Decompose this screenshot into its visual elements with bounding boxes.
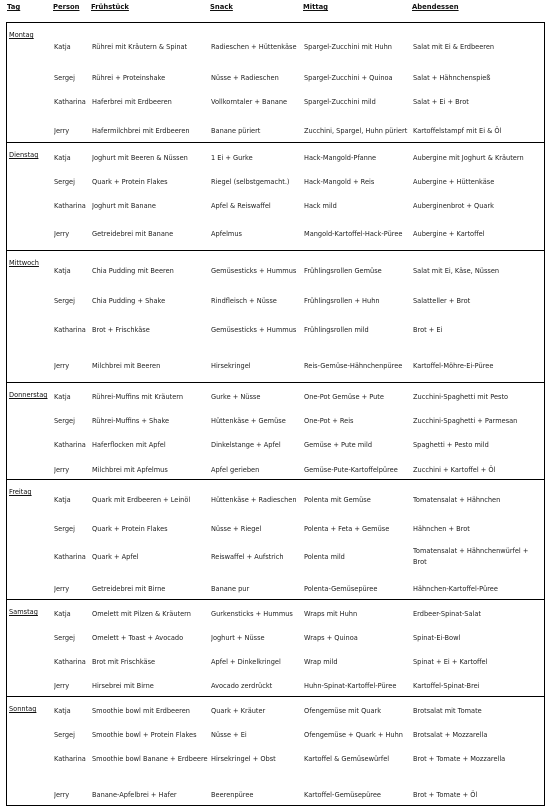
day-label: Donnerstag (9, 391, 48, 399)
breakfast-cell: Joghurt mit Beeren & Nüssen (92, 153, 188, 162)
dinner-cell: Zucchini + Kartoffel + Öl (413, 465, 496, 474)
snack-cell: Hüttenkäse + Gemüse (211, 416, 286, 425)
day-section-3 (6, 382, 545, 480)
lunch-cell: Polenta-Gemüsepüree (304, 584, 378, 593)
snack-cell: Nüsse + Riegel (211, 524, 262, 533)
breakfast-cell: Milchbrei mit Beeren (92, 361, 161, 370)
table-header (0, 0, 547, 22)
lunch-cell: Kartoffel & Gemüsewürfel (304, 754, 390, 763)
lunch-cell: Reis-Gemüse-Hähnchenpüree (304, 361, 403, 370)
snack-cell: Hüttenkäse + Radieschen (211, 495, 297, 504)
dinner-cell: Tomatensalat + Hähnchen (413, 495, 501, 504)
table-row (7, 518, 544, 540)
snack-cell: 1 Ei + Gurke (211, 153, 253, 162)
person-cell: Katharina (54, 657, 86, 666)
snack-cell: Apfel gerieben (211, 465, 260, 474)
lunch-cell: Frühlingsrollen Gemüse (304, 266, 382, 275)
dinner-cell: Kartoffel-Möhre-Ei-Püree (413, 361, 494, 370)
person-cell: Sergej (54, 416, 75, 425)
day-label: Sonntag (9, 705, 37, 713)
snack-cell: Dinkelstange + Apfel (211, 440, 281, 449)
breakfast-cell: Brot + Frischkäse (92, 325, 150, 334)
table-row (7, 147, 544, 169)
dinner-cell: Zucchini-Spaghetti + Parmesan (413, 416, 518, 425)
snack-cell: Quark + Kräuter (211, 706, 266, 715)
snack-cell: Apfelmus (211, 229, 242, 238)
person-cell: Katharina (54, 97, 86, 106)
person-cell: Jerry (54, 584, 70, 593)
lunch-cell: Ofengemüse mit Quark (304, 706, 382, 715)
dinner-cell: Spaghetti + Pesto mild (413, 440, 489, 449)
person-cell: Jerry (54, 229, 70, 238)
breakfast-cell: Smoothie bowl Banane + Erdbeere (92, 754, 208, 763)
lunch-cell: Kartoffel-Gemüsepüree (304, 790, 381, 799)
dinner-cell: Brot + Tomate + Mozzarella (413, 754, 506, 763)
day-section-1 (6, 142, 545, 251)
dinner-cell: Salatteller + Brot (413, 296, 471, 305)
breakfast-cell: Omelett mit Pilzen & Kräutern (92, 609, 191, 618)
header-breakfast: Frühstück (91, 3, 129, 11)
lunch-cell: Polenta + Feta + Gemüse (304, 524, 390, 533)
day-section-6 (6, 696, 545, 806)
dinner-cell: Auberginenbrot + Quark (413, 201, 494, 210)
breakfast-cell: Chia Pudding mit Beeren (92, 266, 174, 275)
lunch-cell: Gemüse + Pute mild (304, 440, 373, 449)
breakfast-cell: Omelett + Toast + Avocado (92, 633, 184, 642)
table-row (7, 319, 544, 341)
header-lunch: Mittag (303, 3, 329, 11)
person-cell: Jerry (54, 361, 70, 370)
lunch-cell: One-Pot Gemüse + Pute (304, 392, 384, 401)
breakfast-cell: Chia Pudding + Shake (92, 296, 166, 305)
person-cell: Katja (54, 266, 71, 275)
person-cell: Sergej (54, 633, 75, 642)
lunch-cell: Mangold-Kartoffel-Hack-Püree (304, 229, 403, 238)
person-cell: Jerry (54, 681, 70, 690)
table-row (7, 459, 544, 481)
table-row (7, 578, 544, 600)
dinner-cell: Brot + Tomate + Öl (413, 790, 478, 799)
lunch-cell: Wraps mit Huhn (304, 609, 358, 618)
table-row (7, 290, 544, 312)
table-row (7, 386, 544, 408)
breakfast-cell: Quark + Protein Flakes (92, 177, 168, 186)
snack-cell: Banane pur (211, 584, 250, 593)
person-cell: Jerry (54, 126, 70, 135)
snack-cell: Avocado zerdrückt (211, 681, 273, 690)
day-section-0 (6, 22, 545, 143)
lunch-cell: Gemüse-Pute-Kartoffelpüree (304, 465, 398, 474)
dinner-cell: Spinat + Ei + Kartoffel (413, 657, 488, 666)
dinner-cell: Brot + Ei (413, 325, 443, 334)
breakfast-cell: Rührei-Muffins mit Kräutern (92, 392, 184, 401)
snack-cell: Gemüsesticks + Hummus (211, 325, 297, 334)
table-row (7, 67, 544, 89)
breakfast-cell: Smoothie bowl + Protein Flakes (92, 730, 197, 739)
lunch-cell: Hack-Mangold + Reis (304, 177, 375, 186)
person-cell: Sergej (54, 177, 75, 186)
table-row (7, 120, 544, 142)
table-row (7, 627, 544, 649)
table-row (7, 651, 544, 673)
snack-cell: Vollkorntaler + Banane (211, 97, 288, 106)
lunch-cell: Spargel-Zucchini mild (304, 97, 376, 106)
person-cell: Sergej (54, 73, 75, 82)
lunch-cell: Zucchini, Spargel, Huhn püriert (304, 126, 408, 135)
person-cell: Sergej (54, 730, 75, 739)
dinner-cell: Brotsalat mit Tomate (413, 706, 482, 715)
person-cell: Katharina (54, 440, 86, 449)
lunch-cell: Wraps + Quinoa (304, 633, 358, 642)
snack-cell: Riegel (selbstgemacht.) (211, 177, 290, 186)
table-row (7, 434, 544, 456)
lunch-cell: Hack mild (304, 201, 337, 210)
person-cell: Sergej (54, 524, 75, 533)
table-row (7, 195, 544, 217)
snack-cell: Gurkensticks + Hummus (211, 609, 293, 618)
breakfast-cell: Quark + Apfel (92, 552, 139, 561)
person-cell: Jerry (54, 790, 70, 799)
dinner-cell: Salat mit Ei & Erdbeeren (413, 42, 495, 51)
breakfast-cell: Haferbrei mit Erdbeeren (92, 97, 172, 106)
person-cell: Katja (54, 42, 71, 51)
person-cell: Katja (54, 392, 71, 401)
snack-cell: Nüsse + Radieschen (211, 73, 279, 82)
day-section-2 (6, 250, 545, 383)
person-cell: Katharina (54, 201, 86, 210)
lunch-cell: Wrap mild (304, 657, 338, 666)
snack-cell: Banane püriert (211, 126, 261, 135)
person-cell: Katja (54, 153, 71, 162)
dinner-cell: Brotsalat + Mozzarella (413, 730, 488, 739)
breakfast-cell: Brot mit Frischkäse (92, 657, 156, 666)
breakfast-cell: Haferflocken mit Apfel (92, 440, 166, 449)
breakfast-cell: Quark mit Erdbeeren + Leinöl (92, 495, 191, 504)
person-cell: Katharina (54, 552, 86, 561)
header-day: Tag (7, 3, 21, 11)
dinner-cell: Hähnchen-Kartoffel-Püree (413, 584, 498, 593)
snack-cell: Radieschen + Hüttenkäse (211, 42, 297, 51)
breakfast-cell: Rührei + Proteinshake (92, 73, 166, 82)
person-cell: Katharina (54, 325, 86, 334)
person-cell: Katja (54, 609, 71, 618)
lunch-cell: Frühlingsrollen mild (304, 325, 369, 334)
day-section-5 (6, 599, 545, 697)
dinner-cell: Kartoffelstampf mit Ei & Öl (413, 126, 502, 135)
breakfast-cell: Joghurt mit Banane (92, 201, 156, 210)
snack-cell: Joghurt + Nüsse (211, 633, 265, 642)
table-row (7, 171, 544, 193)
breakfast-cell: Rührei-Muffins + Shake (92, 416, 170, 425)
table-row (7, 603, 544, 625)
table-row (7, 724, 544, 746)
lunch-cell: One-Pot + Reis (304, 416, 354, 425)
breakfast-cell: Quark + Protein Flakes (92, 524, 168, 533)
day-label: Samstag (9, 608, 38, 616)
day-label: Dienstag (9, 151, 39, 159)
snack-cell: Gurke + Nüsse (211, 392, 261, 401)
breakfast-cell: Smoothie bowl mit Erdbeeren (92, 706, 190, 715)
breakfast-cell: Milchbrei mit Apfelmus (92, 465, 168, 474)
dinner-cell: Salat + Ei + Brot (413, 97, 469, 106)
breakfast-cell: Getreidebrei mit Birne (92, 584, 166, 593)
breakfast-cell: Hafermilchbrei mit Erdbeeren (92, 126, 190, 135)
person-cell: Katja (54, 495, 71, 504)
dinner-cell: Zucchini-Spaghetti mit Pesto (413, 392, 509, 401)
dinner-cell: Aubergine + Hüttenkäse (413, 177, 495, 186)
lunch-cell: Polenta mild (304, 552, 345, 561)
dinner-cell: Hähnchen + Brot (413, 524, 470, 533)
dinner-cell: Kartoffel-Spinat-Brei (413, 681, 480, 690)
snack-cell: Reiswaffel + Aufstrich (211, 552, 284, 561)
snack-cell: Apfel & Reiswaffel (211, 201, 271, 210)
person-cell: Sergej (54, 296, 75, 305)
lunch-cell: Huhn-Spinat-Kartoffel-Püree (304, 681, 397, 690)
day-label: Montag (9, 31, 34, 39)
snack-cell: Rindfleisch + Nüsse (211, 296, 277, 305)
breakfast-cell: Getreidebrei mit Banane (92, 229, 174, 238)
breakfast-cell: Hirsebrei mit Birne (92, 681, 154, 690)
person-cell: Jerry (54, 465, 70, 474)
snack-cell: Hirsekringel (211, 361, 251, 370)
snack-cell: Gemüsesticks + Hummus (211, 266, 297, 275)
snack-cell: Hirsekringel + Obst (211, 754, 276, 763)
lunch-cell: Polenta mit Gemüse (304, 495, 371, 504)
breakfast-cell: Rührei mit Kräutern & Spinat (92, 42, 188, 51)
breakfast-cell: Banane-Apfelbrei + Hafer (92, 790, 177, 799)
dinner-cell: Tomatensalat + Hähnchenwürfel + Brot (413, 547, 529, 566)
table-row (7, 91, 544, 113)
snack-cell: Beerenpüree (211, 790, 254, 799)
dinner-cell: Erdbeer-Spinat-Salat (413, 609, 481, 618)
table-row (7, 223, 544, 245)
header-snack: Snack (210, 3, 233, 11)
day-label: Freitag (9, 488, 32, 496)
header-dinner: Abendessen (412, 3, 459, 11)
dinner-cell: Aubergine mit Joghurt & Kräutern (413, 153, 524, 162)
snack-cell: Nüsse + Ei (211, 730, 247, 739)
lunch-cell: Ofengemüse + Quark + Huhn (304, 730, 403, 739)
dinner-cell: Salat + Hähnchenspieß (413, 73, 491, 82)
person-cell: Katja (54, 706, 71, 715)
person-cell: Katharina (54, 754, 86, 763)
table-row (7, 355, 544, 377)
table-row (7, 410, 544, 432)
day-section-4 (6, 479, 545, 600)
dinner-cell: Aubergine + Kartoffel (413, 229, 485, 238)
snack-cell: Apfel + Dinkelkringel (211, 657, 281, 666)
table-row (7, 260, 544, 282)
table-row (7, 784, 544, 806)
table-row (7, 489, 544, 511)
day-label: Mittwoch (9, 259, 39, 267)
lunch-cell: Spargel-Zucchini + Quinoa (304, 73, 393, 82)
lunch-cell: Frühlingsrollen + Huhn (304, 296, 380, 305)
dinner-cell: Spinat-Ei-Bowl (413, 633, 461, 642)
table-row (7, 675, 544, 697)
lunch-cell: Hack-Mangold-Pfanne (304, 153, 377, 162)
table-row (7, 36, 544, 58)
dinner-cell: Salat mit Ei, Käse, Nüssen (413, 266, 500, 275)
table-row (7, 546, 544, 568)
header-person: Person (53, 3, 80, 11)
table-row (7, 748, 544, 770)
lunch-cell: Spargel-Zucchini mit Huhn (304, 42, 392, 51)
table-row (7, 700, 544, 722)
